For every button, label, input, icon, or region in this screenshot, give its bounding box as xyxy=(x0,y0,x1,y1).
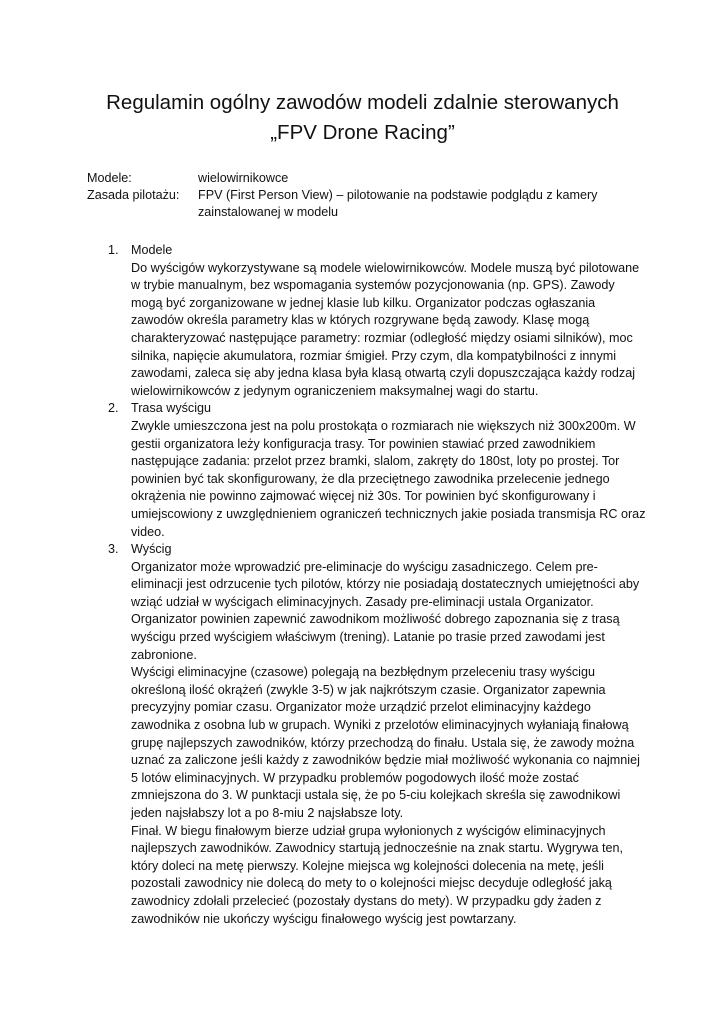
section-paragraph: Do wyścigów wykorzystywane są modele wielowirnikowców. Modele muszą być pilotowane w trybie manualnym, bez wspomagania systemów pozycjonowania (np. GPS). Zawody mogą być zorganizowane w jednej klasie lub kilku. Organizator podczas ogłaszania zawodów określa parametry klas w których rozgrywane będą zawody. Klasę mogą charakteryzować następujące parametry: rozmiar (odległość między osiami silników), moc silnika, napięcie akumulatora, rozmiar śmigieł. Przy czym, dla kompatybilności z innymi zawodami, zaleca się aby jedna klasa była klasą otwartą czyli dopuszczająca każdy rodzaj wielowirnikowców z jedynym ograniczeniem maksymalnej wagi do startu. xyxy=(131,260,640,398)
meta-row-piloting xyxy=(87,187,647,221)
rules-list xyxy=(108,242,646,928)
models-label: Modele: xyxy=(87,171,132,185)
section-models xyxy=(108,242,646,400)
section-heading: Modele xyxy=(131,243,173,257)
section-number: 1. xyxy=(108,243,119,257)
section-number: 3. xyxy=(108,542,119,557)
piloting-label: Zasada pilotażu: xyxy=(87,188,180,202)
piloting-value: FPV (First Person View) – pilotowanie na podstawie podglądu z kamery zainstalowanej w modelu xyxy=(198,188,598,219)
section-paragraph: Finał. W biegu finałowym bierze udział grupa wyłonionych z wyścigów eliminacyjnych najlepszych zawodników. Zawodnicy startują jednocześnie na znak startu. Wygrywa ten, który doleci na metę pierwszy. Kolejne miejsca wg kolejności dolecenia na metę, jeśli pozostali zawodnicy nie dolecą do mety to o kolejności miejsc decyduje odległość jaką zawodnicy zdołali przelecieć (pozostały dystans do mety). W przypadku gdy żaden z zawodników nie ukończy wyścigu finałowego wyścig jest powtarzany. xyxy=(131,823,623,926)
title-line-2: „FPV Drone Racing” xyxy=(270,121,455,144)
title-line-1: Regulamin ogólny zawodów modeli zdalnie sterowanych xyxy=(106,91,619,114)
section-race xyxy=(108,541,646,928)
meta-block xyxy=(87,170,647,221)
section-track xyxy=(108,400,646,541)
section-number: 2. xyxy=(108,401,119,416)
section-paragraph: Zwykle umieszczona jest na polu prostokąta o rozmiarach nie większych niż 300x200m. W gestii organizatora leży konfiguracja trasy. Tor powinien stawiać przed zawodnikiem następujące zadania: przelot przez bramki, slalom, zakręty do 180st, loty po prostej. Tor powinien być tak skonfigurowany, że dla przeciętnego zawodnika przelecenie jednego okrążenia nie powinno zajmować więcej niż 30s. Tor powinien być skonfigurowany i umiejscowiony z uwzględnieniem ograniczeń technicznych jakie posiada transmisja RC oraz video. xyxy=(131,418,646,539)
section-heading: Trasa wyścigu xyxy=(131,401,212,416)
meta-row-models xyxy=(87,170,647,187)
section-paragraph: Organizator może wprowadzić pre-eliminacje do wyścigu zasadniczego. Celem pre-eliminacji jest odrzucenie tych pilotów, którzy nie posiadają dostatecznych umiejętności aby wziąć udział w wyścigach eliminacyjnych. Zasady pre-eliminacji ustala Organizator. Organizator powinien zapewnić zawodnikom możliwość dobrego zapoznania się z trasą wyścigu przed wyścigiem właściwym (trening). Latanie po trasie przed zawodami jest zabronione. xyxy=(131,559,640,662)
models-value: wielowirnikowce xyxy=(198,171,289,185)
section-paragraph: Wyścigi eliminacyjne (czasowe) polegają na bezbłędnym przeleceniu trasy wyścigu określoną ilość okrążeń (zwykle 3-5) w jak najkrótszym czasie. Organizator zapewnia precyzyjny pomiar czasu. Organizator może urządzić przelot eliminacyjny każdego zawodnika z osobna lub w grupach. Wyniki z przelotów eliminacyjnych wyłaniają finałową grupę najlepszych zawodników, którzy przechodzą do finału. Ustala się, że zawody można uznać za zaliczone jeśli każdy z zawodników będzie miał możliwość wykonania co najmniej 5 lotów eliminacyjnych. W przypadku problemów pogodowych ilość może zostać zmniejszona do 3. W punktacji ustala się, że po 5-ciu kolejkach skreśla się zawodnikowi jeden najsłabszy lot a po 8-miu 2 najsłabsze loty. xyxy=(131,665,640,820)
document-title xyxy=(0,88,725,148)
section-heading: Wyścig xyxy=(131,542,172,557)
